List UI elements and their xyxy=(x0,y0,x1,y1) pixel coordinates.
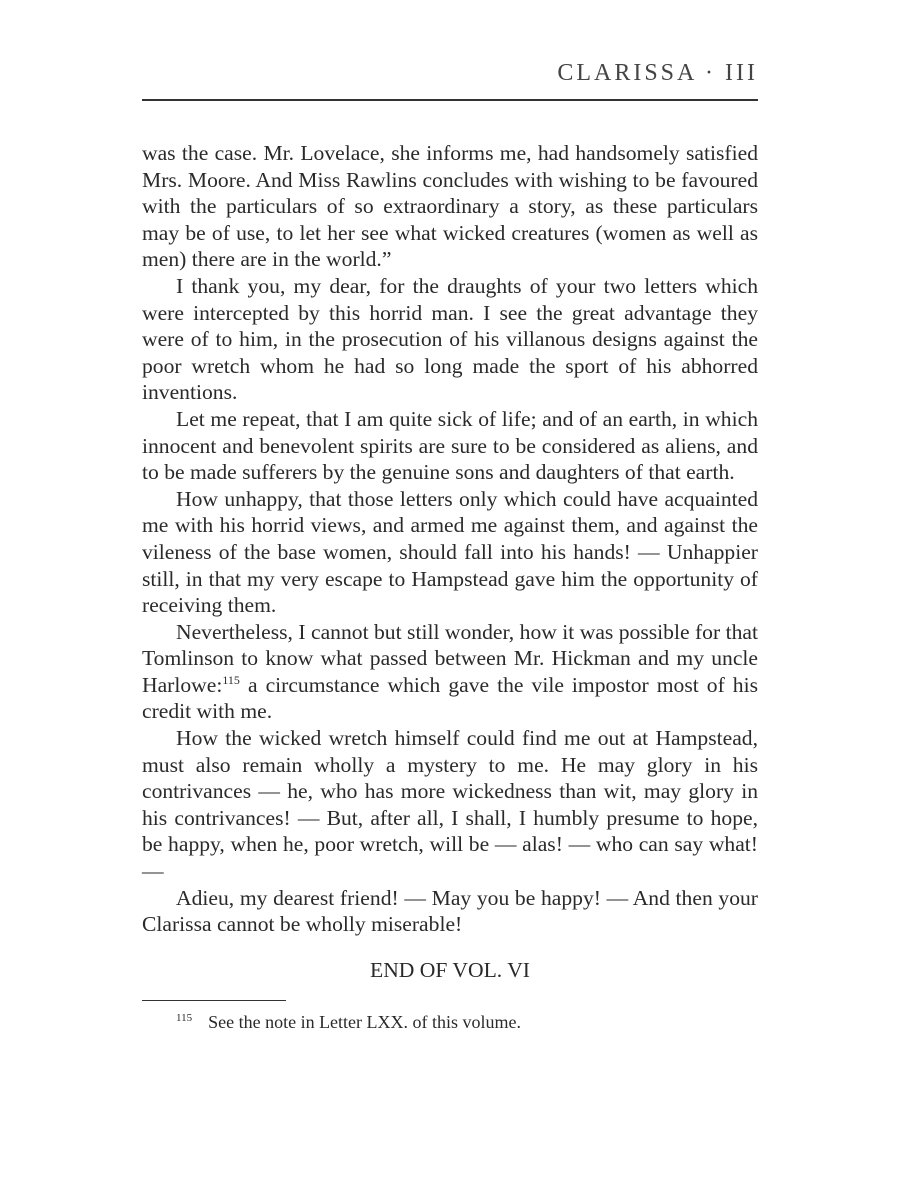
paragraph: How the wicked wretch himself could find me out at Hampstead, must also remain wholly a mystery to me. He may glory in his contrivances — he, who has more wickedness than wit, may glory in his contrivances! — But, after all, I shall, I humbly presume to hope, be happy, when he, poor wretch, will be — alas! — who can say what! — xyxy=(142,726,758,884)
paragraph: was the case. Mr. Lovelace, she informs me, had handsomely satisfied Mrs. Moore. And Miss Rawlins concludes with wishing to be favoured with the particulars of so extraordinary a story, as these particulars may be of use, to let her see what wicked creatures (women as well as men) there are in the world.” xyxy=(142,141,758,272)
paragraph-text: a circumstance which gave the vile impostor most of his credit with me. xyxy=(142,672,758,724)
running-head: CLARISSA · III xyxy=(557,60,758,86)
paragraph: I thank you, my dear, for the draughts of your two letters which were intercepted by this horrid man. I see the great advantage they were of to him, in the prosecution of his villanous designs against the poor wretch whom he had so long made the sport of his abhorred inventions. xyxy=(142,273,758,405)
paragraph xyxy=(142,619,758,725)
header-rule xyxy=(142,99,758,101)
paragraph: Let me repeat, that I am quite sick of life; and of an earth, in which innocent and benevolent spirits are sure to be considered as aliens, and to be made sufferers by the genuine sons and daughters of that earth. xyxy=(142,406,758,485)
footnote-reference[interactable]: 115 xyxy=(222,672,240,687)
end-of-volume-marker: END OF VOL. VI xyxy=(370,958,530,982)
footnote-rule xyxy=(142,1000,286,1001)
body-text xyxy=(142,140,758,938)
paragraph: How unhappy, that those letters only which could have acquainted me with his horrid views, and armed me against them, and against the vileness of the base women, should fall into his hands! — Unhappier still, in that my very escape to Hampstead gave him the opportunity of receiving them. xyxy=(142,486,758,618)
footnote xyxy=(176,1012,521,1033)
footnote-text: See the note in Letter LXX. of this volume. xyxy=(208,1012,522,1032)
paragraph: Adieu, my dearest friend! — May you be happy! — And then your Clarissa cannot be wholly miserable! xyxy=(142,885,758,937)
paragraph-text: Nevertheless, I cannot but still wonder, how it was possible for that Tomlinson to know what passed between Mr. Hickman and my uncle Harlowe: xyxy=(142,619,758,697)
footnote-number: 115 xyxy=(176,1012,193,1024)
